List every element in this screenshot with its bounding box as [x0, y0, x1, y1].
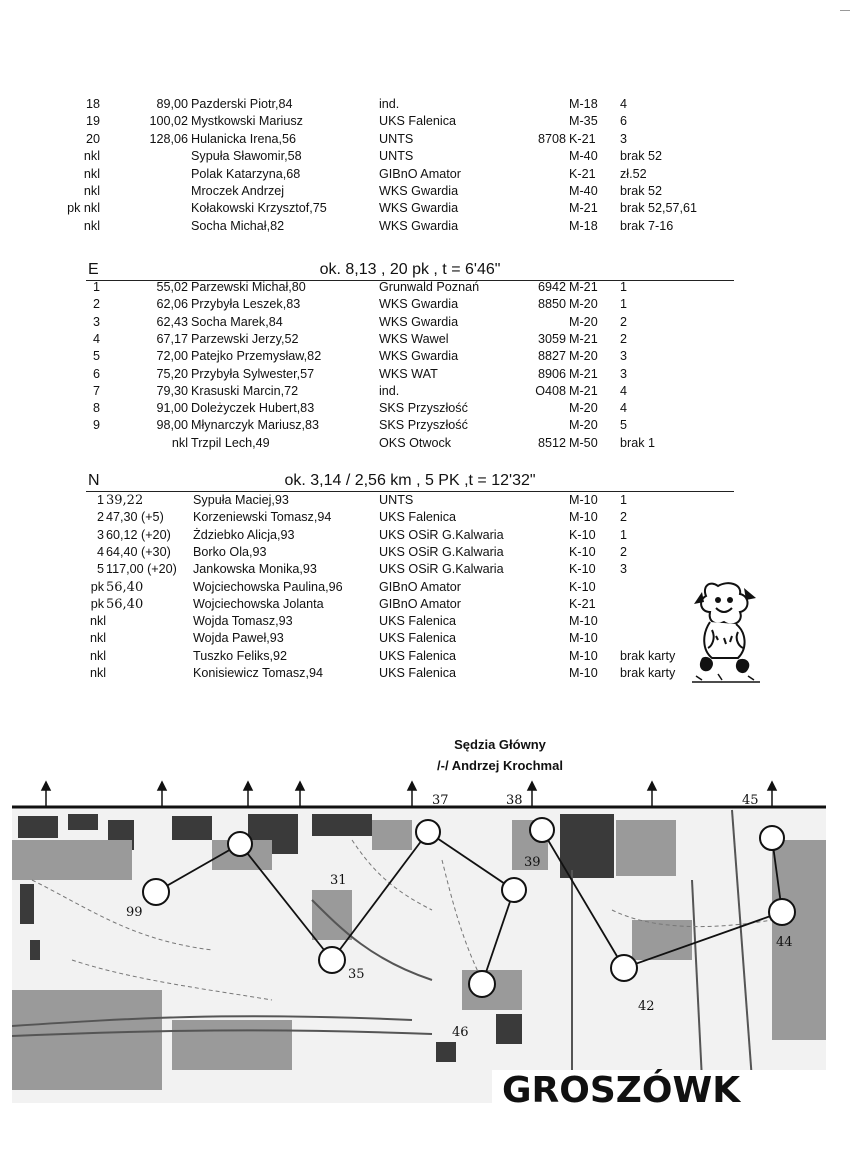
map-control-46: 46 — [452, 1025, 469, 1040]
result-club: UKS OSiR G.Kalwaria — [379, 562, 504, 577]
result-row — [0, 331, 850, 348]
result-club: GIBnO Amator — [379, 579, 461, 594]
result-no: 8708 — [537, 131, 566, 146]
section-n-course-info: ok. 3,14 / 2,56 km , 5 PK ,t = 12'32" — [284, 472, 536, 489]
result-no: 8827 — [537, 349, 566, 364]
result-club: WKS Gwardia — [379, 297, 459, 312]
result-no: 8850 — [537, 297, 566, 312]
result-name: Jankowska Monika,93 — [193, 562, 317, 577]
result-cat: M-21 — [569, 331, 598, 346]
result-pos: nkl — [83, 149, 100, 164]
map-control-38: 38 — [506, 793, 523, 808]
map-control-45: 45 — [742, 793, 759, 808]
result-pos: nkl — [90, 666, 107, 680]
result-cat: M-35 — [569, 114, 598, 129]
result-club: GIBnO Amator — [379, 166, 461, 181]
result-row — [0, 183, 850, 200]
result-pos: 20 — [85, 131, 100, 146]
map-control-31: 31 — [330, 873, 347, 888]
result-rem: zł.52 — [620, 166, 647, 181]
result-pos: 8 — [92, 401, 100, 416]
result-pos: 18 — [85, 97, 100, 111]
result-name: Młynarczyk Mariusz,83 — [191, 418, 320, 433]
orienteering-map-excerpt — [12, 780, 826, 1103]
result-pos: nkl — [83, 184, 100, 198]
result-club: UKS Falenica — [379, 510, 456, 525]
result-pos: 2 — [96, 510, 104, 525]
result-club: UKS Falenica — [379, 648, 456, 663]
result-row — [0, 435, 850, 452]
result-cat: K-10 — [569, 527, 596, 542]
result-no: O408 — [535, 383, 566, 398]
result-time: 39,22 — [106, 493, 144, 508]
result-name: Przybyła Sylwester,57 — [191, 366, 315, 381]
result-club: UNTS — [379, 149, 414, 164]
result-time: 62,06 — [156, 297, 188, 312]
result-pos: 7 — [92, 383, 100, 398]
result-name: Socha Marek,84 — [191, 314, 283, 329]
result-pos: nkl — [90, 648, 107, 663]
result-time: 56,40 — [106, 579, 144, 595]
result-name: Doleżyczek Hubert,83 — [191, 401, 315, 416]
result-rem: 2 — [620, 331, 628, 346]
result-club: WKS Gwardia — [379, 349, 459, 364]
result-club: OKS Otwock — [379, 435, 452, 450]
result-cat: M-20 — [569, 314, 598, 329]
result-time: 47,30 (+5) — [106, 510, 164, 525]
result-club: UKS OSiR G.Kalwaria — [379, 544, 504, 559]
map-control-42: 42 — [638, 999, 655, 1014]
result-cat: M-20 — [569, 418, 598, 433]
result-time: 72,00 — [156, 349, 188, 364]
result-no: 3059 — [537, 331, 566, 346]
result-cat: M-10 — [569, 631, 598, 646]
result-pos: nkl — [83, 218, 100, 233]
result-pos: 19 — [85, 114, 100, 129]
result-rem: 1 — [620, 493, 628, 507]
result-time: 128,06 — [149, 131, 188, 146]
result-name: Sypuła Sławomir,58 — [191, 149, 302, 164]
result-time: 62,43 — [156, 314, 188, 329]
result-cat: M-20 — [569, 297, 598, 312]
result-pos: 1 — [92, 280, 100, 294]
result-row — [0, 492, 850, 509]
result-row — [0, 148, 850, 165]
result-name: Parzewski Michał,80 — [191, 280, 306, 294]
result-no: 6942 — [537, 280, 566, 294]
result-time: 89,00 — [156, 97, 188, 111]
result-club: Grunwald Poznań — [379, 280, 480, 294]
result-club: WKS WAT — [379, 366, 438, 381]
result-cat: M-40 — [569, 184, 598, 198]
result-time: 75,20 — [156, 366, 188, 381]
result-rem: 4 — [620, 401, 628, 416]
result-name: Trzpil Lech,49 — [191, 435, 270, 450]
chief-judge-signature — [380, 734, 620, 776]
result-pos: 1 — [96, 493, 104, 507]
result-club: UKS Falenica — [379, 631, 456, 646]
result-rem: brak 7-16 — [620, 218, 674, 233]
result-rem: 2 — [620, 314, 628, 329]
result-name: Wojciechowska Jolanta — [193, 596, 324, 611]
result-club: SKS Przyszłość — [379, 418, 468, 433]
result-row — [0, 417, 850, 434]
result-time: 55,02 — [156, 280, 188, 294]
result-time: 117,00 (+20) — [106, 562, 177, 577]
result-time: 100,02 — [149, 114, 188, 129]
result-name: Patejko Przemysław,82 — [191, 349, 322, 364]
map-control-35: 35 — [348, 967, 365, 982]
result-name: Przybyła Leszek,83 — [191, 297, 301, 312]
result-cat: K-10 — [569, 562, 596, 577]
result-time: 56,40 — [106, 596, 144, 612]
result-pos: nkl — [90, 631, 107, 646]
result-pos: 3 — [96, 527, 104, 542]
result-cat: M-10 — [569, 493, 598, 507]
result-row — [0, 200, 850, 217]
result-cat: K-21 — [569, 131, 596, 146]
result-row — [0, 218, 850, 235]
map-control-39: 39 — [524, 855, 541, 870]
result-rem: 3 — [620, 562, 628, 577]
result-time: 64,40 (+30) — [106, 544, 171, 559]
result-no: 8906 — [537, 366, 566, 381]
result-time: 98,00 — [156, 418, 188, 433]
result-pos: 3 — [92, 314, 100, 329]
result-club: ind. — [379, 97, 400, 111]
result-time: 67,17 — [156, 331, 188, 346]
result-name: Sypuła Maciej,93 — [193, 493, 289, 507]
result-name: Korzeniewski Tomasz,94 — [193, 510, 332, 525]
result-time: nkl — [171, 435, 188, 450]
result-pos: pk — [90, 579, 104, 594]
scan-corner-mark — [840, 0, 850, 11]
result-no: 8512 — [537, 435, 566, 450]
result-row — [0, 131, 850, 148]
result-row — [0, 544, 850, 561]
result-rem: 2 — [620, 510, 628, 525]
map-control-37: 37 — [432, 793, 449, 808]
result-cat: M-18 — [569, 97, 598, 111]
result-cat: M-10 — [569, 614, 598, 629]
result-rem: 4 — [620, 383, 628, 398]
result-pos: nkl — [83, 166, 100, 181]
result-row — [0, 166, 850, 183]
map-control-44: 44 — [776, 935, 793, 950]
result-row — [0, 527, 850, 544]
cartoon-dog-illustration — [688, 578, 764, 688]
result-row — [0, 113, 850, 130]
result-rem: brak karty — [620, 648, 676, 663]
result-cat: M-21 — [569, 280, 598, 294]
result-rem: 5 — [620, 418, 628, 433]
result-pos: 4 — [96, 544, 104, 559]
result-row — [0, 561, 850, 578]
result-name: Borko Ola,93 — [193, 544, 267, 559]
result-cat: K-21 — [569, 596, 596, 611]
result-name: Pazderski Piotr,84 — [191, 97, 293, 111]
result-club: UKS OSiR G.Kalwaria — [379, 527, 504, 542]
result-cat: K-21 — [569, 166, 596, 181]
result-name: Krasuski Marcin,72 — [191, 383, 299, 398]
result-pos: pk — [90, 596, 104, 611]
result-rem: 1 — [620, 297, 628, 312]
result-rem: 3 — [620, 131, 628, 146]
result-name: Tuszko Feliks,92 — [193, 648, 288, 663]
result-rem: 1 — [620, 527, 628, 542]
chief-judge-title: Sędzia Główny — [454, 737, 546, 752]
result-cat: M-21 — [569, 383, 598, 398]
result-cat: K-10 — [569, 544, 596, 559]
result-row — [0, 509, 850, 526]
result-club: ind. — [379, 383, 400, 398]
result-rem: brak 52 — [620, 184, 663, 198]
section-n-header — [86, 469, 734, 492]
result-club: UKS Falenica — [379, 666, 456, 680]
result-time: 60,12 (+20) — [106, 527, 171, 542]
result-name: Mroczek Andrzej — [191, 184, 285, 198]
result-rem: 3 — [620, 349, 628, 364]
result-name: Socha Michał,82 — [191, 218, 285, 233]
result-time: 79,30 — [156, 383, 188, 398]
result-cat: M-50 — [569, 435, 598, 450]
result-name: Żdziebko Alicja,93 — [193, 527, 295, 542]
result-pos: 4 — [92, 331, 100, 346]
map-title-text: GROSZÓWK — [502, 1070, 741, 1103]
result-club: WKS Wawel — [379, 331, 449, 346]
result-pos: nkl — [90, 614, 107, 629]
result-time: 91,00 — [156, 401, 188, 416]
result-name: Kołakowski Krzysztof,75 — [191, 201, 327, 216]
result-club: UNTS — [379, 493, 414, 507]
result-pos: 6 — [92, 366, 100, 381]
result-cat: M-21 — [569, 366, 598, 381]
result-rem: 1 — [620, 280, 628, 294]
result-club: WKS Gwardia — [379, 201, 459, 216]
result-pos: 5 — [96, 562, 104, 577]
result-rem: brak karty — [620, 666, 676, 680]
result-row — [0, 296, 850, 313]
section-n-letter: N — [88, 472, 100, 489]
result-club: WKS Gwardia — [379, 314, 459, 329]
result-row — [0, 279, 850, 296]
result-name: Polak Katarzyna,68 — [191, 166, 301, 181]
result-name: Wojciechowska Paulina,96 — [193, 579, 343, 594]
result-name: Hulanicka Irena,56 — [191, 131, 297, 146]
chief-judge-name: /-/ Andrzej Krochmal — [437, 758, 563, 773]
result-club: UKS Falenica — [379, 614, 456, 629]
result-rem: 4 — [620, 97, 628, 111]
result-row — [0, 383, 850, 400]
result-cat: M-18 — [569, 218, 598, 233]
result-rem: 3 — [620, 366, 628, 381]
result-pos: 2 — [92, 297, 100, 312]
result-row — [0, 96, 850, 113]
result-club: UNTS — [379, 131, 414, 146]
result-row — [0, 348, 850, 365]
result-cat: M-10 — [569, 648, 598, 663]
result-club: WKS Gwardia — [379, 184, 459, 198]
result-name: Parzewski Jerzy,52 — [191, 331, 299, 346]
result-rem: brak 52 — [620, 149, 663, 164]
result-cat: M-40 — [569, 149, 598, 164]
result-row — [0, 314, 850, 331]
result-rem: 2 — [620, 544, 628, 559]
section-e-header — [86, 258, 734, 281]
result-pos: 9 — [92, 418, 100, 433]
map-control-99: 99 — [126, 905, 143, 920]
result-cat: K-10 — [569, 579, 596, 594]
result-name: Konisiewicz Tomasz,94 — [193, 666, 323, 680]
section-e-course-info: ok. 8,13 , 20 pk , t = 6'46" — [319, 261, 501, 278]
result-club: WKS Gwardia — [379, 218, 459, 233]
result-name: Wojda Paweł,93 — [193, 631, 284, 646]
result-rem: brak 1 — [620, 435, 656, 450]
result-rem: 6 — [620, 114, 628, 129]
result-name: Wojda Tomasz,93 — [193, 614, 293, 629]
result-pos: pk nkl — [67, 201, 100, 216]
result-row — [0, 400, 850, 417]
result-club: UKS Falenica — [379, 114, 456, 129]
result-club: GIBnO Amator — [379, 596, 461, 611]
result-row — [0, 366, 850, 383]
result-cat: M-10 — [569, 666, 598, 680]
result-club: SKS Przyszłość — [379, 401, 468, 416]
result-cat: M-20 — [569, 401, 598, 416]
result-cat: M-10 — [569, 510, 598, 525]
result-cat: M-21 — [569, 201, 598, 216]
section-e-letter: E — [88, 261, 99, 278]
result-name: Mystkowski Mariusz — [191, 114, 303, 129]
result-rem: brak 52,57,61 — [620, 201, 698, 216]
result-pos: 5 — [92, 349, 100, 364]
result-cat: M-20 — [569, 349, 598, 364]
